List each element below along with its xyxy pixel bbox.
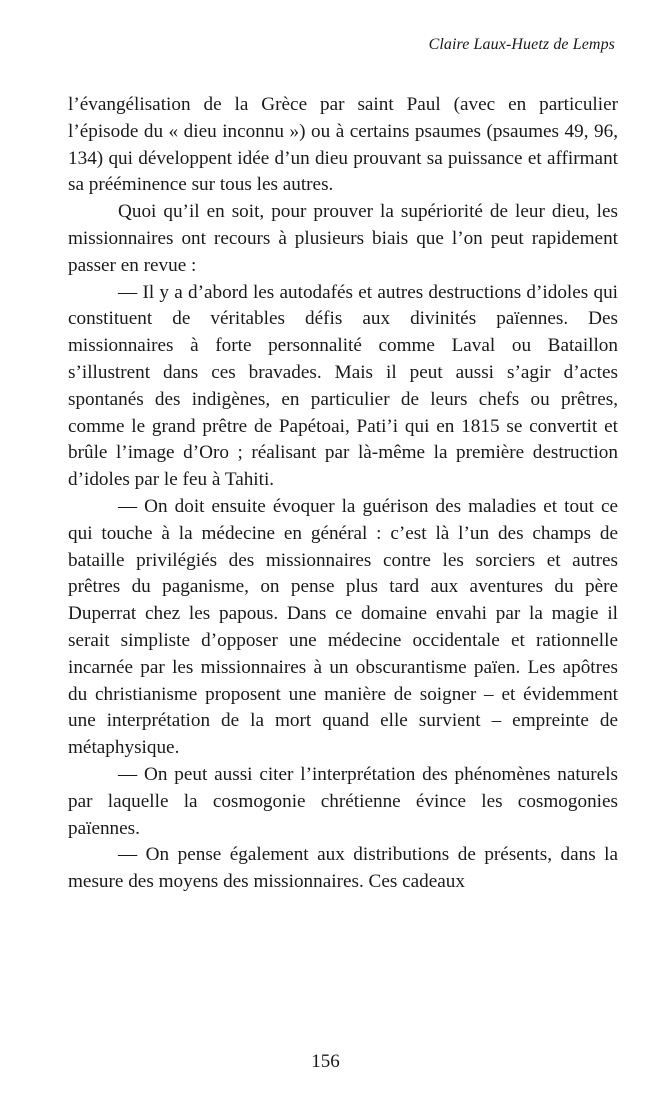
paragraph-presents: — On pense également aux distributions de présents, dans la mesure des moyens des missionnaires. Ces cadeaux — [68, 844, 618, 893]
page-number: 156 — [311, 1051, 340, 1072]
paragraph-autodafes: — Il y a d’abord les autodafés et autres destructions d’idoles qui constituent de véritables défis aux divinités païennes. Des missionnaires à forte personnalité comme Laval ou Bataillon s’illustrent dans ces bravades. Mais il peut aussi s’agir d’actes spontanés des indigènes, en particulier de leurs chefs ou prêtres, comme le grand prêtre de Papétoai, Pati’i qui en 1815 se convertit et brûle l’image d’Oro ; réalisant par là-même la première destruction d’idoles par le feu à Tahiti. — [68, 281, 618, 491]
paragraph-intro: Quoi qu’il en soit, pour prouver la supériorité de leur dieu, les missionnaires ont recours à plusieurs biais que l’on peut rapidement passer en revue : — [68, 201, 618, 276]
running-head: Claire Laux-Huetz de Lemps — [428, 36, 615, 53]
paragraph-medecine: — On doit ensuite évoquer la guérison des maladies et tout ce qui touche à la médecine en général : c’est là l’un des champs de bataille privilégiés des missionnaires contre les sorciers et autres prêtres du paganisme, on pense plus tard aux aventures du père Duperrat chez les papous. Dans ce domaine envahi par la magie il serait simpliste d’opposer une médecine occidentale et rationnelle incarnée par les missionnaires à un obscurantisme païen. Les apôtres du christianisme proposent une manière de soigner – et évidemment une interprétation de la mort quand elle survient – empreinte de métaphysique. — [68, 495, 618, 759]
body-text — [68, 92, 618, 896]
paragraph-phenomenes: — On peut aussi citer l’interprétation des phénomènes naturels par laquelle la cosmogonie chrétienne évince les cosmogonies païennes. — [68, 763, 618, 839]
paragraph-continuation: l’évangélisation de la Grèce par saint Paul (avec en particulier l’épisode du « dieu inconnu ») ou à certains psaumes (psaumes 49, 96, 134) qui développent idée d’un dieu prouvant sa puissance et affirmant sa prééminence sur tous les autres. — [68, 94, 618, 196]
